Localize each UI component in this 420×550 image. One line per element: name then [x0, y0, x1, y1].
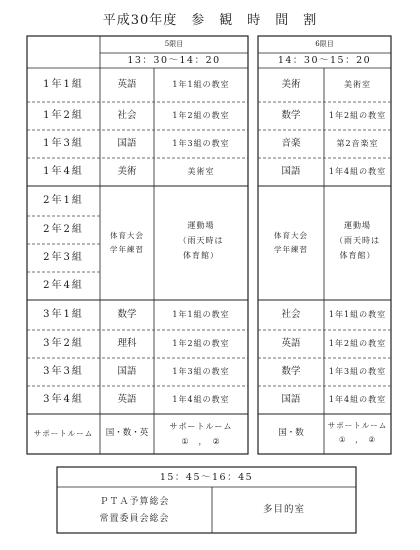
- event-time: 15：45～16：45: [159, 472, 254, 483]
- p5-grade2-event: 体育大会 学年練習: [110, 231, 144, 255]
- p5-subject: 数学: [117, 309, 137, 320]
- class-name: 3年1組: [43, 309, 84, 320]
- p6-subject: 英語: [281, 338, 301, 349]
- p6-grade2-event: 体育大会 学年練習: [274, 231, 308, 255]
- p6-subject: 音楽: [281, 138, 301, 149]
- p6-subject: 美術: [281, 79, 301, 90]
- p6-subject: 数学: [281, 366, 301, 377]
- p6-support-subject: 国・数: [278, 428, 304, 438]
- p5-subject: 美術: [117, 166, 137, 177]
- p5-room: 1年3組の教室: [172, 139, 230, 148]
- p5-subject: 国語: [117, 366, 137, 377]
- support-room-label: サポートルーム: [33, 429, 94, 438]
- p6-support-room: サポートルーム ① ， ②: [327, 421, 388, 445]
- period5-label: 5限目: [164, 40, 184, 48]
- p6-subject: 国語: [281, 166, 301, 177]
- event-name: ＰＴＡ予算総会 常置委員会総会: [99, 497, 170, 525]
- p6-room: 1年4組の教室: [328, 167, 387, 176]
- p6-room: 1年4組の教室: [328, 395, 387, 404]
- p6-room: 1年2組の教室: [328, 111, 387, 120]
- class-name: 2年4組: [43, 280, 84, 291]
- p5-support-subject: 国・数・英: [105, 428, 149, 438]
- p6-subject: 国語: [281, 394, 301, 405]
- p5-subject: 英語: [117, 79, 137, 90]
- page-title: 平成30年度 参 観 時 間 割: [102, 13, 318, 28]
- p6-room: 美術室: [344, 80, 371, 89]
- period6-label: 6限目: [315, 40, 334, 48]
- class-name: 2年1組: [43, 195, 84, 206]
- period6-time: 14：30～15：20: [277, 55, 372, 66]
- p5-room: 1年1組の教室: [172, 310, 230, 319]
- p5-grade2-place: 運動場 （雨天時は 体育館）: [178, 221, 224, 261]
- class-name: 2年3組: [43, 252, 84, 263]
- p5-room: 1年3組の教室: [172, 367, 230, 376]
- event-place: 多目的室: [262, 504, 305, 515]
- p5-room: 美術室: [187, 167, 215, 176]
- p6-grade2-place: 運動場 （雨天時は 体育館）: [335, 221, 380, 261]
- p6-subject: 数学: [281, 110, 301, 121]
- p5-room: 1年2組の教室: [172, 339, 230, 348]
- class-name: 1年2組: [43, 110, 84, 121]
- class-name: 1年3組: [43, 138, 84, 149]
- period5-time: 13：30～14：20: [127, 55, 221, 66]
- class-name: 1年4組: [43, 166, 84, 177]
- p6-subject: 社会: [281, 309, 301, 320]
- p5-subject: 社会: [117, 110, 137, 121]
- p5-room: 1年2組の教室: [172, 111, 230, 120]
- p6-room: 1年3組の教室: [328, 367, 387, 376]
- p5-support-room: サポートルーム ① ， ②: [169, 422, 233, 447]
- p6-room: 1年1組の教室: [328, 310, 387, 319]
- class-name: 1年1組: [43, 79, 84, 90]
- class-name: 2年2組: [43, 224, 84, 235]
- p6-room: 第2音楽室: [336, 139, 379, 148]
- p5-subject: 英語: [117, 394, 137, 405]
- p5-subject: 国語: [117, 138, 137, 149]
- p6-room: 1年2組の教室: [328, 339, 387, 348]
- p5-subject: 理科: [117, 338, 137, 349]
- p5-room: 1年4組の教室: [172, 395, 230, 404]
- class-name: 3年2組: [43, 338, 84, 349]
- class-name: 3年4組: [43, 394, 84, 405]
- class-name: 3年3組: [43, 366, 84, 377]
- p5-room: 1年1組の教室: [172, 80, 230, 89]
